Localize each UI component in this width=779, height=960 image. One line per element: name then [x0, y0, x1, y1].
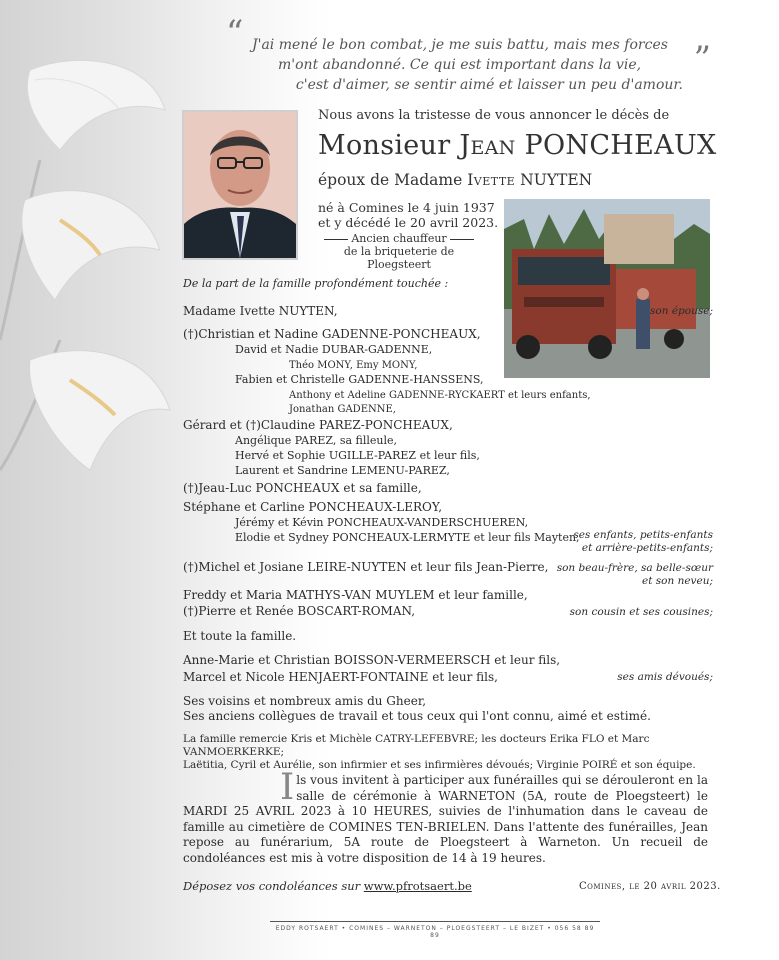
family-line-03: David et Nadie DUBAR-GADENNE,: [235, 343, 433, 356]
occupation: [318, 232, 480, 271]
family-line-12: (†)Jeau-Luc PONCHEAUX et sa famille,: [183, 481, 422, 495]
family-line-spouse: Madame Ivette NUYTEN,: [183, 304, 338, 318]
name-last: PONCHEAUX: [524, 130, 717, 161]
family-line-11: Laurent et Sandrine LEMENU-PAREZ,: [235, 464, 450, 477]
invitation-text: ls vous invitent à participer aux funérailles qui se dérouleront en la salle de cérémonie à WARNETON (5A, route de Ploegsteert) le MARDI 25 AVRIL 2023 à 10 HEURES, suivies de l'inhumation dans le caveau de famille au cimetière de COMINES TEN-BRIELEN. Dans l'attente des funérailles, Jean repose au funérarium, 5A route de Ploegsteert à Warneton. Un recueil de condoléances est mis à votre disposition de 14 à 19 heures.: [183, 773, 708, 865]
thanks-line-2: Laëtitia, Cyril et Aurélie, son infirmier et ses infirmières dévoués; Virginie POIRÉ et son équipe.: [183, 759, 696, 771]
note-friends: ses amis dévoués;: [617, 671, 713, 683]
drop-cap: I: [280, 767, 295, 808]
family-line-17: Freddy et Maria MATHYS-VAN MUYLEM et leur famille,: [183, 588, 528, 602]
spouse-line: [318, 171, 592, 189]
calla-lily-illustration: [0, 40, 200, 520]
name-title: Monsieur: [318, 130, 451, 161]
family-line-02: (†)Christian et Nadine GADENNE-PONCHEAUX,: [183, 327, 481, 341]
family-line-15: Elodie et Sydney PONCHEAUX-LERMYTE et leur fils Mayten,: [235, 531, 580, 544]
family-intro: De la part de la famille profondément touchée :: [183, 277, 449, 290]
condolences-link[interactable]: www.pfrotsaert.be: [363, 879, 472, 893]
family-line-13: Stéphane et Carline PONCHEAUX-LEROY,: [183, 500, 443, 514]
note-spouse: son épouse;: [650, 305, 713, 317]
condolences-prefix: Déposez vos condoléances sur: [183, 879, 361, 893]
deceased-name: [318, 130, 717, 161]
note-inlaws-2: et son neveu;: [641, 575, 713, 587]
open-quote-icon: “: [226, 13, 244, 53]
spouse-first: Ivette: [467, 171, 516, 189]
spouse-prefix: époux de Madame: [318, 171, 463, 189]
family-line-14: Jérémy et Kévin PONCHEAUX-VANDERSCHUEREN,: [235, 516, 529, 529]
family-line-10: Hervé et Sophie UGILLE-PAREZ et leur fils,: [235, 449, 480, 462]
family-list: [183, 276, 713, 726]
condolences-line: [183, 879, 472, 893]
portrait-photo: [182, 110, 298, 260]
family-line-23: Ses anciens collègues de travail et tous ceux qui l'ont connu, aimé et estimé.: [183, 709, 651, 723]
family-line-04: Théo MONY, Emy MONY,: [289, 360, 418, 371]
place-date: Comines, le 20 avril 2023.: [579, 881, 721, 892]
spouse-last: NUYTEN: [520, 171, 593, 189]
lily-flower-3: [30, 351, 170, 470]
note-children-2: et arrière-petits-enfants;: [581, 542, 713, 554]
funeral-invitation: [183, 767, 708, 866]
family-line-18: (†)Pierre et Renée BOSCART-ROMAN,: [183, 604, 416, 618]
footer-contact: EDDY ROTSAERT • COMINES – WARNETON – PLOEGSTEERT – LE BIZET • 056 58 89 89: [275, 925, 595, 939]
quote-line-2: m'ont abandonné. Ce qui est important dans la vie,: [278, 57, 642, 73]
thanks-line-1: La famille remercie Kris et Michèle CATRY-LEFEBVRE; les docteurs Erika FLO et Marc VANMOERKERKE;: [183, 733, 650, 758]
family-line-20: Anne-Marie et Christian BOISSON-VERMEERSCH et leur fils,: [183, 653, 561, 667]
family-line-21: Marcel et Nicole HENJAERT-FONTAINE et leur fils,: [183, 670, 498, 684]
quote-line-1: J'ai mené le bon combat, je me suis battu, mais mes forces: [252, 37, 668, 53]
death-line: et y décédé le 20 avril 2023.: [318, 215, 499, 230]
family-line-22: Ses voisins et nombreux amis du Gheer,: [183, 694, 427, 708]
lily-flower-1: [27, 60, 165, 150]
job-line-1: Ancien chauffeur: [351, 232, 447, 245]
family-line-16: (†)Michel et Josiane LEIRE-NUYTEN et leur fils Jean-Pierre,: [183, 560, 549, 574]
announcement-text: Nous avons la tristesse de vous annoncer le décès de: [318, 108, 670, 123]
family-line-19: Et toute la famille.: [183, 629, 297, 643]
thanks-paragraph: [183, 733, 713, 772]
family-line-07: Jonathan GADENNE,: [289, 404, 396, 415]
family-line-09: Angélique PAREZ, sa filleule,: [235, 434, 398, 447]
family-line-08: Gérard et (†)Claudine PAREZ-PONCHEAUX,: [183, 418, 453, 432]
name-first: Jean: [459, 130, 516, 161]
job-line-2: de la briqueterie de Ploegsteert: [343, 245, 455, 271]
quote-line-3: c'est d'aimer, se sentir aimé et laisser un peu d'amour.: [295, 77, 683, 93]
close-quote-icon: ”: [693, 39, 711, 79]
family-line-06: Anthony et Adeline GADENNE-RYCKAERT et leurs enfants,: [289, 390, 591, 401]
footer-divider: [270, 921, 600, 922]
lily-flower-2: [22, 191, 160, 300]
family-line-05: Fabien et Christelle GADENNE-HANSSENS,: [235, 373, 484, 386]
note-cousins: son cousin et ses cousines;: [569, 606, 713, 618]
note-children-1: ses enfants, petits-enfants: [573, 529, 713, 541]
epigraph-quote: [226, 13, 711, 95]
note-inlaws-1: son beau-frère, sa belle-sœur: [556, 562, 713, 574]
birth-death-info: [318, 200, 498, 230]
birth-line: né à Comines le 4 juin 1937: [318, 200, 495, 215]
